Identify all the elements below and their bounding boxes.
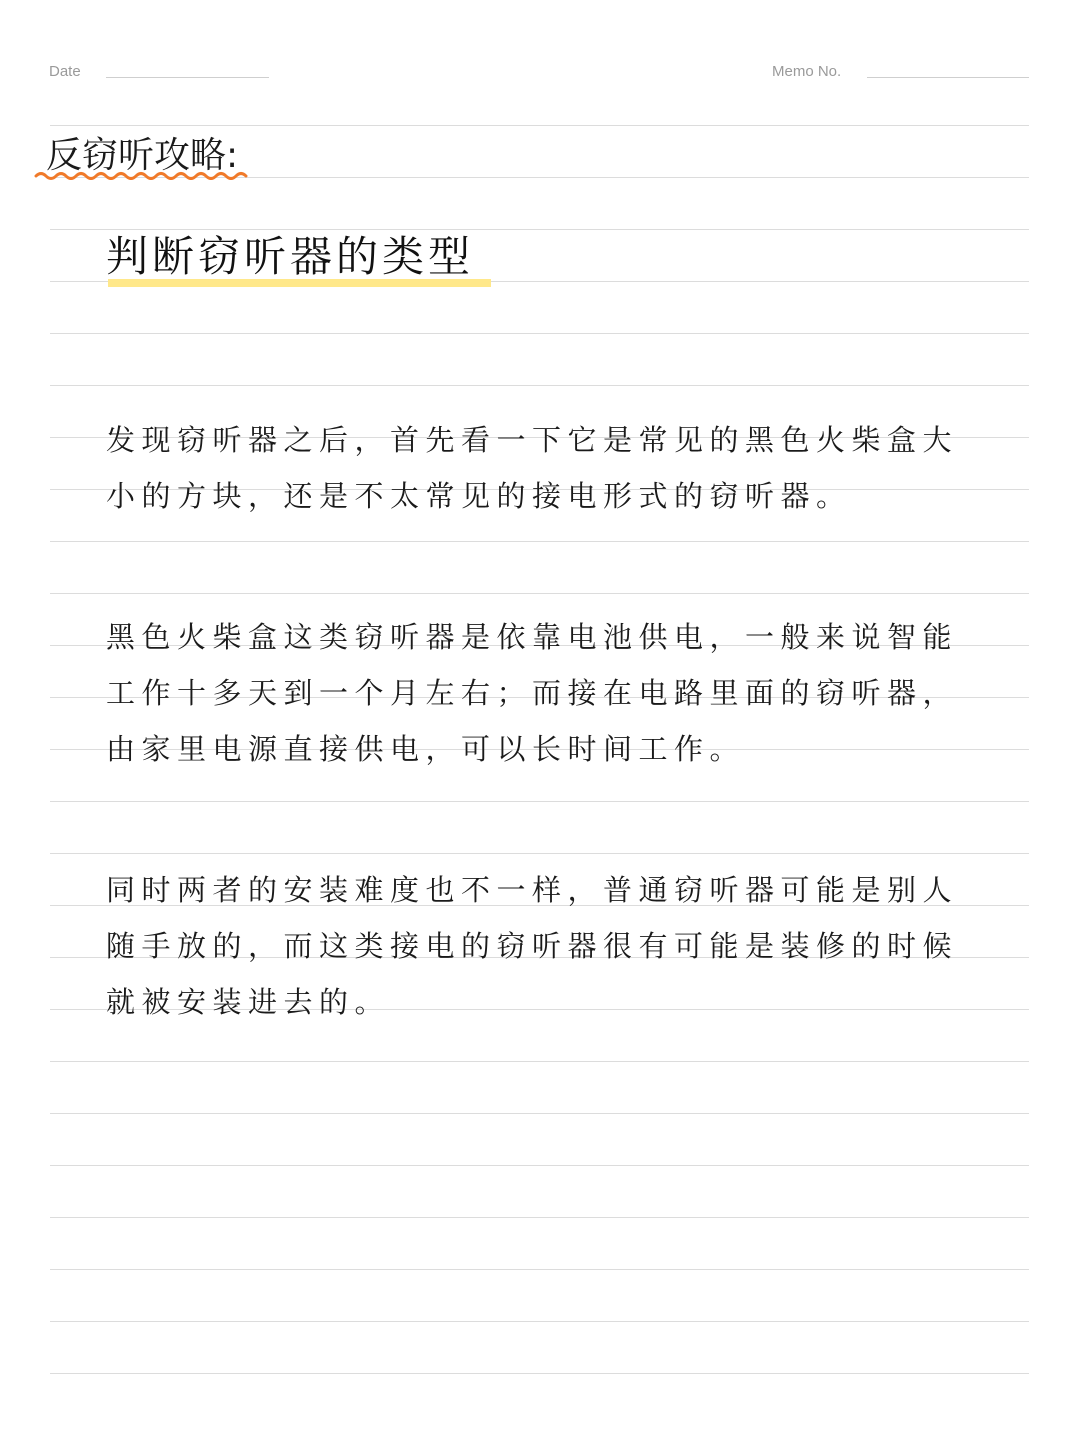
ruled-line <box>50 333 1029 334</box>
subtitle-block <box>106 228 474 286</box>
ruled-line <box>50 1269 1029 1270</box>
ruled-line <box>50 541 1029 542</box>
date-label: Date <box>49 63 81 80</box>
ruled-line <box>50 385 1029 386</box>
ruled-line <box>50 593 1029 594</box>
page-title: 反窃听攻略: <box>46 135 239 176</box>
memo-number-fill-line <box>867 77 1029 78</box>
date-fill-line <box>106 77 269 78</box>
ruled-line <box>50 1165 1029 1166</box>
ruled-line <box>50 125 1029 126</box>
ruled-line <box>50 1113 1029 1114</box>
memo-number-label: Memo No. <box>772 63 842 80</box>
paragraph: 发现窃听器之后，首先看一下它是常见的黑色火柴盒大小的方块，还是不太常见的接电形式的窃听器。 <box>106 423 959 513</box>
ruled-line <box>50 801 1029 802</box>
ruled-line <box>50 853 1029 854</box>
title-block <box>46 134 238 186</box>
ruled-line <box>50 1061 1029 1062</box>
ruled-line <box>50 1373 1029 1374</box>
section-heading: 判断窃听器的类型 <box>106 232 475 281</box>
paragraph: 黑色火柴盒这类窃听器是依靠电池供电，一般来说智能工作十多天到一个月左右；而接在电路里面的窃听器，由家里电源直接供电，可以长时间工作。 <box>106 620 959 766</box>
ruled-line <box>50 1321 1029 1322</box>
ruled-line <box>50 1217 1029 1218</box>
memo-header <box>0 62 1080 86</box>
paragraph: 同时两者的安装难度也不一样，普通窃听器可能是别人随手放的，而这类接电的窃听器很有可能是装修的时候就被安装进去的。 <box>106 873 959 1019</box>
